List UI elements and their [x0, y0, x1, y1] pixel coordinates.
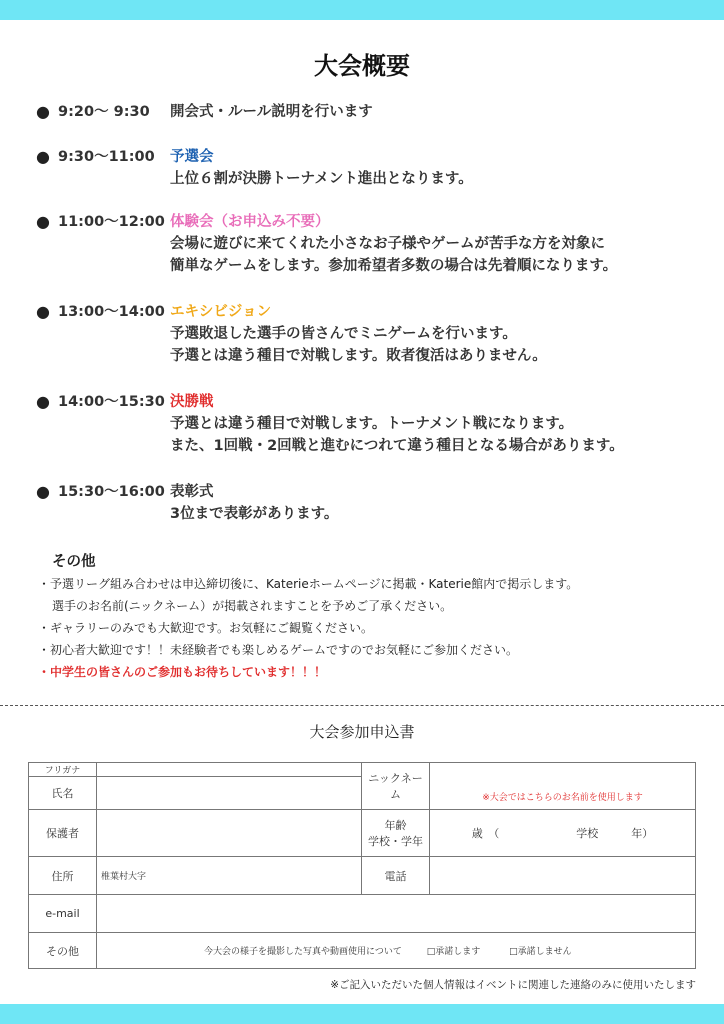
- schedule-item-1: [36, 101, 696, 123]
- email-label: e-mail: [29, 895, 97, 933]
- age-school-field[interactable]: 歳 （ 学校 年）: [430, 810, 696, 857]
- schedule-line: 予選とは違う種目で対戦します。敗者復活はありません。: [170, 348, 547, 364]
- age-label: 年齢: [384, 819, 407, 832]
- bullet-icon: ●: [36, 302, 50, 321]
- other-heading: その他: [52, 554, 96, 570]
- other-section: [38, 553, 688, 683]
- other-item: ・ギャラリーのみでも大歓迎です。お気軽にご観覧ください。: [38, 621, 374, 635]
- furigana-label: フリガナ: [29, 763, 97, 777]
- other-item: ・初心者大歓迎です！！未経験者でも楽しめるゲームですのでお気軽にご参加ください。: [38, 643, 519, 657]
- bullet-icon: ●: [36, 392, 50, 411]
- other-label: その他: [29, 933, 97, 969]
- phone-label: 電話: [362, 857, 430, 895]
- schedule-head: 決勝戦: [170, 394, 214, 410]
- furigana-field[interactable]: [97, 763, 362, 777]
- name-label: 氏名: [29, 777, 97, 810]
- schedule-time: 9:20～ 9:30: [58, 104, 150, 120]
- schedule-line: 簡単なゲームをします。参加希望者多数の場合は先着順になります。: [170, 258, 618, 274]
- other-item: 選手のお名前(ニックネーム）が掲載されますことを予めご了承ください。: [52, 599, 453, 613]
- address-field[interactable]: 椎葉村大字: [97, 857, 362, 895]
- guardian-field[interactable]: [97, 810, 362, 857]
- name-field[interactable]: [97, 777, 362, 810]
- schedule-item-2: [36, 146, 696, 190]
- consent-no-checkbox[interactable]: □承諾しません: [509, 947, 572, 957]
- schedule-item-6: [36, 481, 696, 525]
- nickname-note: ※大会ではこちらのお名前を使用します: [482, 792, 643, 803]
- schedule-line: 予選敗退した選手の皆さんでミニゲームを行います。: [170, 326, 517, 342]
- schedule-line: 3位まで表彰があります。: [170, 506, 339, 522]
- schedule-time: 13:00～14:00: [58, 304, 165, 320]
- schedule-head: 開会式・ルール説明を行います: [170, 104, 373, 120]
- form-title: 大会参加申込書: [309, 723, 415, 741]
- schedule-head: 表彰式: [170, 484, 214, 500]
- schedule-line: また、1回戦・2回戦と進むにつれて違う種目となる場合があります。: [170, 438, 624, 454]
- nickname-field[interactable]: [430, 763, 696, 810]
- bullet-icon: ●: [36, 482, 50, 501]
- bullet-icon: ●: [36, 147, 50, 166]
- consent-yes-checkbox[interactable]: □承諾します: [426, 947, 481, 957]
- bottom-band: [0, 1004, 724, 1024]
- email-field[interactable]: [97, 895, 696, 933]
- schedule-head: 体験会（お申込み不要）: [170, 214, 330, 230]
- schedule-item-4: [36, 301, 696, 367]
- other-item: ・予選リーグ組み合わせは申込締切後に、Katerieホームページに掲載・Katerie館内で掲示します。: [38, 577, 579, 591]
- top-band: [0, 0, 724, 20]
- bullet-icon: ●: [36, 102, 50, 121]
- address-label: 住所: [29, 857, 97, 895]
- schedule-line: 予選とは違う種目で対戦します。トーナメント戦になります。: [170, 416, 574, 432]
- nickname-label: ニックネーム: [362, 763, 430, 810]
- schedule-line: 会場に遊びに来てくれた小さなお子様やゲームが苦手な方を対象に: [170, 236, 605, 252]
- bullet-icon: ●: [36, 212, 50, 231]
- schedule-time: 15:30～16:00: [58, 484, 165, 500]
- age-school-label: [362, 810, 430, 857]
- other-item-highlight: ・中学生の皆さんのご参加もお待ちしています！！！: [38, 665, 327, 679]
- schedule-time: 9:30～11:00: [58, 149, 155, 165]
- school-label: 学校・学年: [368, 835, 423, 848]
- schedule-item-3: [36, 211, 696, 277]
- application-form: [28, 762, 696, 969]
- cut-line: [0, 705, 724, 706]
- consent-field: [97, 933, 696, 969]
- phone-field[interactable]: [430, 857, 696, 895]
- schedule-head: エキシビジョン: [170, 304, 272, 320]
- schedule-item-5: [36, 391, 696, 457]
- schedule-line: 上位６割が決勝トーナメント進出となります。: [170, 171, 473, 187]
- schedule-head: 予選会: [170, 149, 214, 165]
- consent-text: 今大会の様子を撮影した写真や動画使用について: [204, 947, 402, 957]
- page-title: 大会概要: [314, 52, 410, 80]
- footnote: ※ご記入いただいた個人情報はイベントに関連した連絡のみに使用いたします: [330, 979, 696, 991]
- schedule-time: 11:00～12:00: [58, 214, 165, 230]
- schedule-time: 14:00～15:30: [58, 394, 165, 410]
- guardian-label: 保護者: [29, 810, 97, 857]
